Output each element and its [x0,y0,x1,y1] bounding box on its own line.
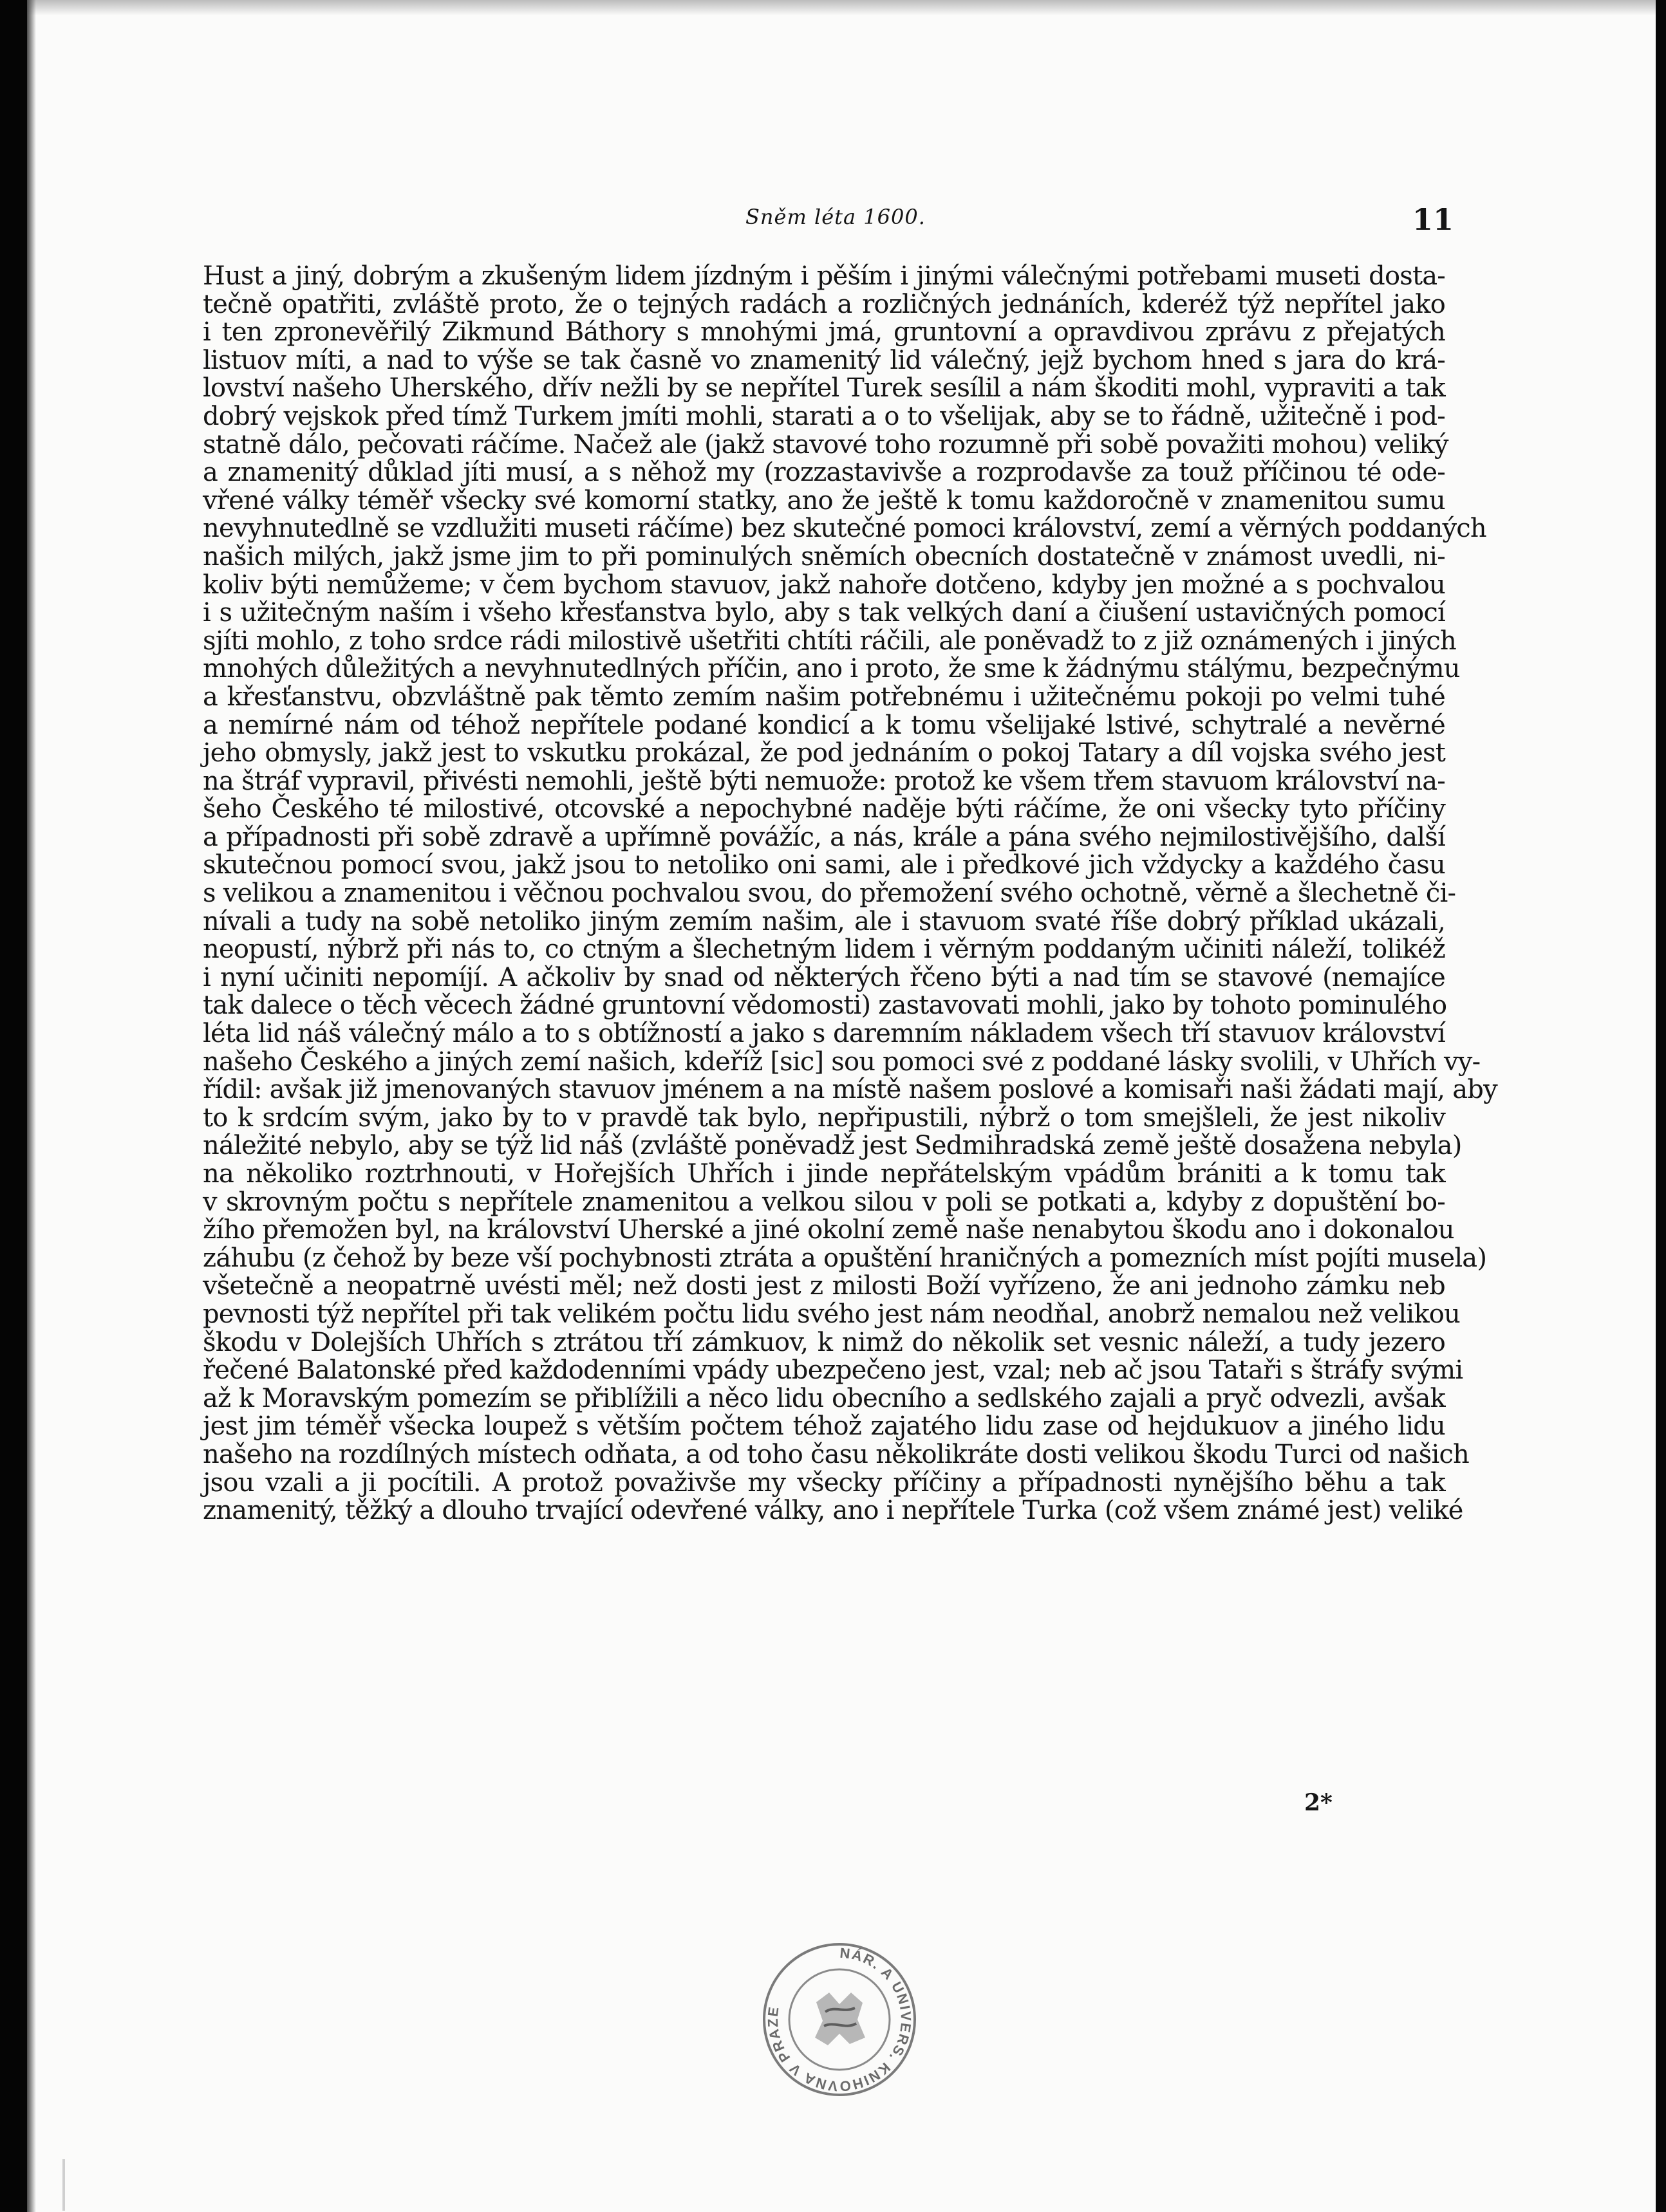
text-line: na několiko roztrhnouti, v Hořejších Uhřích i jinde nepřátelským vpádům brániti a k tomu tak [203,1159,1445,1189]
library-stamp [761,1941,918,2098]
text-line: lovství našeho Uherského, dřív nežli by se nepřítel Turek sesílil a nám škoditi mohl, vypraviti a tak [203,373,1445,404]
text-line: nívali a tudy na sobě netoliko jiným zemím našim, ale i stavuom svaté říše dobrý příklad ukázali, [203,906,1445,936]
text-line: až k Moravským pomezím se přiblížili a něco lidu obecního a sedlského zajali a pryč odvezli, avšak [203,1383,1445,1413]
text-line: znamenitý, těžký a dlouho trvající odevřené války, ano i nepřítele Turka (což všem známé jest) veliké [203,1496,1463,1526]
text-line: jest jim téměř všecka loupež s větším počtem téhož zajatého lidu zase od hejdukuov a jiného lidu [203,1411,1445,1442]
text-line: vřené války téměř všecky své komorní statky, ano že ještě k tomu každoročně v znamenitou sumu [203,485,1445,516]
text-line: léta lid náš válečný málo a to s obtížností a jako s daremním nákladem všech tří stavuov království [203,1019,1445,1049]
text-line: dobrý vejskok před tímž Turkem jmíti mohli, starati a o to všelijak, aby se to řádně, užitečně i pod- [203,401,1445,431]
text-line: a křesťanstvu, obzvláštně pak těmto zemím našim potřebnému i užitečnému pokoji po velmi tuhé [203,682,1445,712]
text-line: i ten zpronevěřilý Zikmund Báthory s mnohými jmá, gruntovní a opravdivou zprávu z přejatých [203,317,1445,348]
text-line: i s užitečným naším i všeho křesťanstva bylo, aby s tak velkých daní a čiušení ustavičných pomocí [203,598,1445,628]
text-line: listuov míti, a nad to výše se tak časně vo znamenitý lid válečný, jejž bychom hned s jara do krá- [203,345,1445,375]
text-line: a znamenitý důklad jíti musí, a s něhož my (rozzastavivše a rozprodavše za touž příčinou té ode- [203,458,1445,488]
text-line: s velikou a znamenitou i věčnou pochvalou svou, do přemožení svého ochotně, věrně a šlechetně či- [203,878,1456,909]
text-line: skutečnou pomocí svou, jakž jsou to netoliko oni sami, ale i předkové jich vždycky a každého času [203,850,1445,880]
text-line: tečně opatřiti, zvláště proto, že o tejných radách a rozličných jednáních, kderéž týž nepřítel jako [203,289,1445,319]
text-line: i nyní učiniti nepomíjí. A ačkoliv by snad od některých řčeno býti a nad tím se stavové (nemajíce [203,962,1445,992]
text-line: všetečně a neopatrně uvésti měl; než dosti jest z milosti Boží vyřízeno, že ani jednoho zámku neb [203,1271,1445,1301]
text-line: řídil: avšak již jmenovaných stavuov jménem a na místě našem poslové a komisaři naši žádati mají, aby [203,1075,1497,1105]
text-line: statně dálo, pečovati ráčíme. Načež ale (jakž stavové toho rozumně při sobě považiti mohou) veliký [203,429,1448,460]
text-line: a nemírné nám od téhož nepřítele podané kondicí a k tomu všelijaké lstivé, schytralé a nevěrné [203,710,1445,740]
text-line: v skrovným počtu s nepřítele znamenitou a velkou silou v poli se potkati a, kdyby z dopuštění bo- [203,1187,1445,1217]
scan-edge-right [1656,0,1666,2212]
text-line: neopustí, nýbrž při nás to, co ctným a šlechetným lidem i věrným poddaným učiniti náleží, tolikéž [203,934,1445,965]
text-line: Hust a jiný, dobrým a zkušeným lidem jízdným i pěším i jinými válečnými potřebami museti dosta- [203,261,1445,291]
text-line: jsou vzali a ji pocítili. A protož považivše my všecky příčiny a případnosti nynějšího běhu a tak [203,1467,1445,1498]
running-head: Sněm léta 1600. [745,205,926,229]
text-line: sjíti mohlo, z toho srdce rádi milostivě ušetřiti chtíti ráčili, ale poněvadž to z již oznámených i jiných [203,626,1456,656]
scan-edge-left [0,0,27,2212]
text-line: šeho Českého té milostivé, otcovské a nepochybné naděje býti ráčíme, že oni všecky tyto příčiny [203,794,1445,824]
text-line: našich milých, jakž jsme jim to při pominulých sněmích obecních dostatečně v známost uvedli, ni- [203,541,1445,572]
scan-artifact [62,2159,65,2211]
page-number: 11 [1412,202,1454,237]
scan-shadow-left [27,0,36,2212]
body-text [203,261,1497,1526]
text-line: tak dalece o těch věcech žádné gruntovní vědomosti) zastavovati mohli, jako by tohoto pominulého [203,990,1447,1021]
text-line: na štráf vypravil, přivésti nemohli, ještě býti nemuože: protož ke všem třem stavuom království na- [203,766,1445,796]
signature-mark: 2* [1304,1789,1333,1816]
text-line: našeho na rozdílných místech odňata, a od toho času několikráte dosti velikou škodu Turci od našich [203,1439,1470,1469]
text-line: našeho Českého a jiných zemí našich, kdeříž [sic] sou pomoci své z poddané lásky svolili, v Uhřích vy- [203,1046,1481,1077]
text-line: a případnosti při sobě zdravě a upřímně povážíc, a nás, krále a pána svého nejmilostivějšího, další [203,822,1445,852]
svg-text:NÁR. A UNIVERS. KNIHOVNA V PRA: NÁR. A UNIVERS. KNIHOVNA V PRAZE [764,1944,915,2095]
text-line: nevyhnutedlně se vzdlužiti museti ráčíme) bez skutečné pomoci království, zemí a věrných poddaných [203,514,1486,544]
text-line: jeho obmysly, jakž jest to vskutku prokázal, že pod jednáním o pokoj Tatary a díl vojska svého jest [203,738,1445,768]
text-line: mnohých důležitých a nevyhnutedlných příčin, ano i proto, že sme k žádnýmu stálýmu, bezpečnýmu [203,654,1460,684]
scan-shadow-top [0,0,1666,15]
text-line: žího přemožen byl, na království Uherské a jiné okolní země naše nenabytou škodu ano i dokonalou [203,1215,1454,1245]
text-line: koliv býti nemůžeme; v čem bychom stavuov, jakž nahoře dotčeno, kdyby jen možné a s pochvalou [203,570,1445,600]
text-line: záhubu (z čehož by beze vší pochybnosti ztráta a opuštění hraničných a pomezních míst pojíti musela) [203,1243,1487,1273]
text-line: škodu v Dolejších Uhřích s ztrátou tří zámkuov, k nimž do několik set vesnic náleží, a tudy jezero [203,1327,1445,1357]
text-line: pevnosti týž nepřítel při tak velikém počtu lidu svého jest nám neodňal, anobrž nemalou než velikou [203,1299,1461,1329]
text-line: to k srdcím svým, jako by to v pravdě tak bylo, nepřipustili, nýbrž o tom smejšleli, že jest nikoliv [203,1102,1445,1133]
text-line: řečené Balatonské před každodenními vpády ubezpečeno jest, vzal; neb ač jsou Tataři s štráfy svými [203,1355,1463,1386]
text-line: náležité nebylo, aby se týž lid náš (zvláště poněvadž jest Sedmihradská země ještě dosažena nebyla) [203,1131,1462,1161]
